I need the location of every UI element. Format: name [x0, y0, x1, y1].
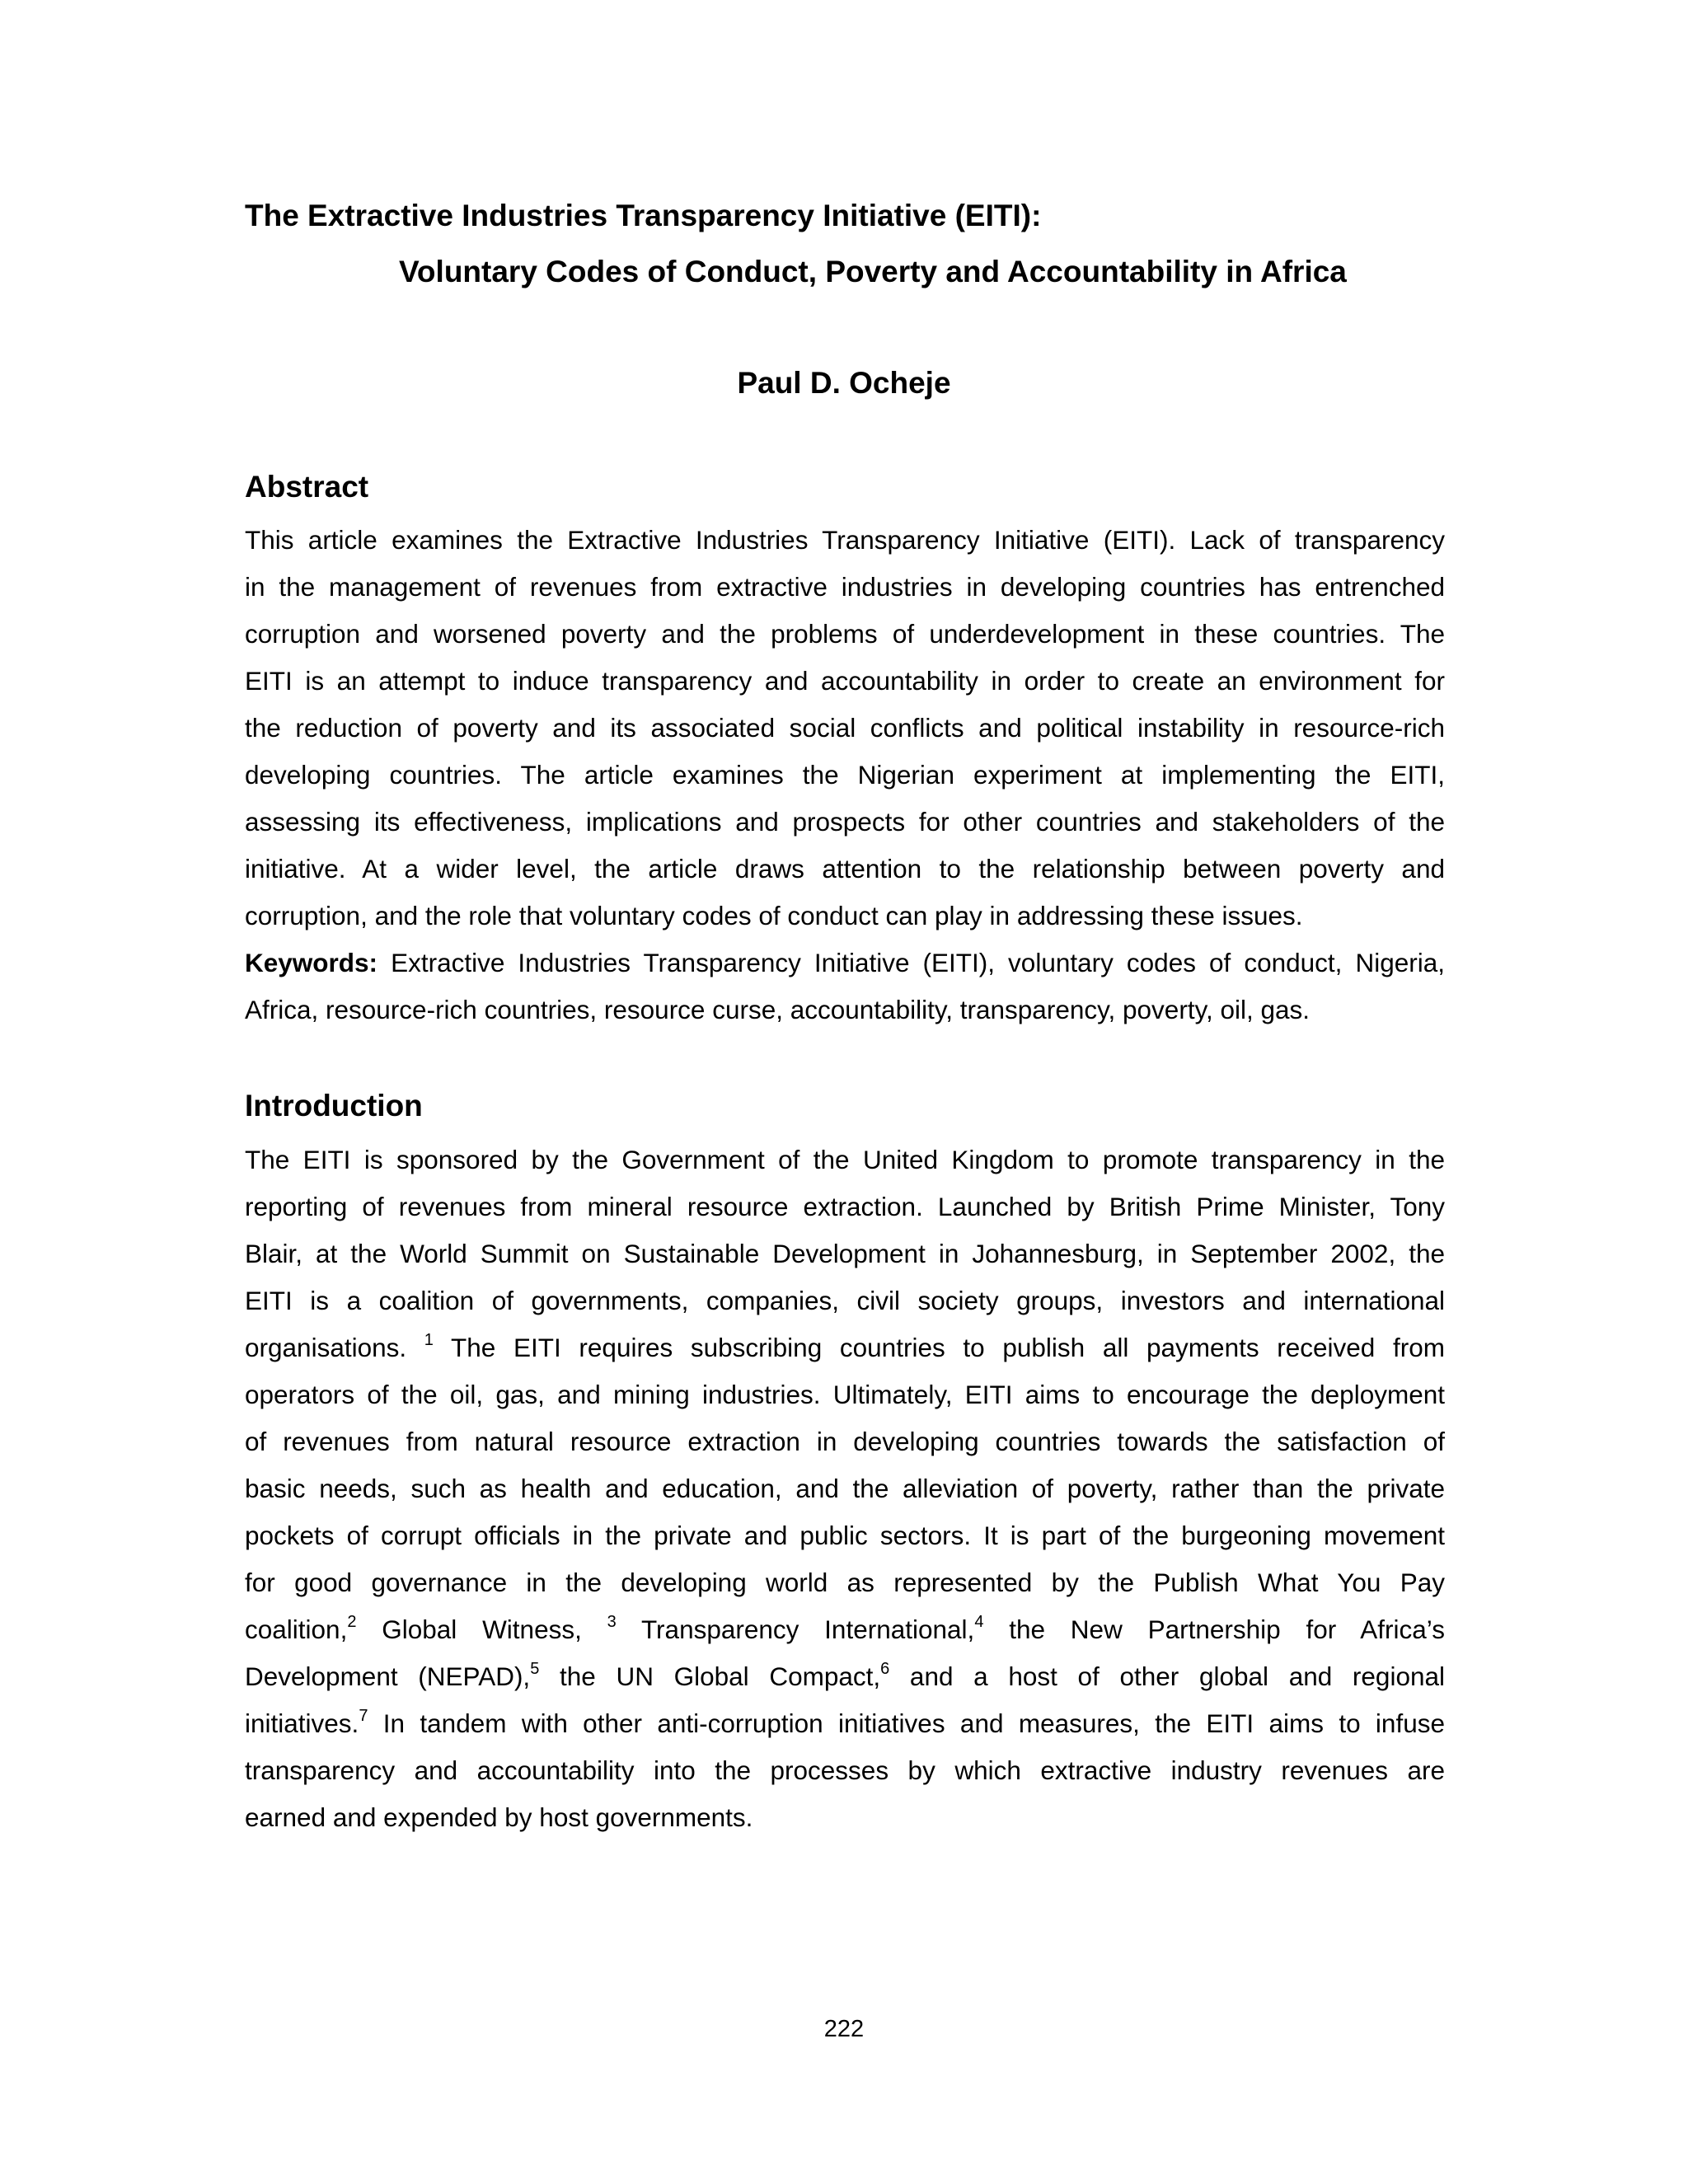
- intro-line: earned and expended by host governments.: [245, 1802, 753, 1832]
- author-name: Paul D. Ocheje: [737, 366, 951, 400]
- intro-text: coalition,: [245, 1615, 348, 1644]
- intro-line: [245, 1700, 1445, 1747]
- footnote-ref: 4: [974, 1613, 984, 1631]
- intro-text: Transparency International,: [616, 1615, 975, 1644]
- abstract-line: EITI is an attempt to induce transparency and accountability in order to create an environment for: [245, 666, 1445, 696]
- intro-line: The EITI is sponsored by the Government of the United Kingdom to promote transparency in the: [245, 1145, 1445, 1174]
- abstract-line: This article examines the Extractive Industries Transparency Initiative (EITI). Lack of transparency: [245, 525, 1445, 555]
- abstract-line: the reduction of poverty and its associated social conflicts and political instability in resource-rich: [245, 713, 1445, 743]
- intro-text: the UN Global Compact,: [539, 1661, 881, 1691]
- intro-line: of revenues from natural resource extraction in developing countries towards the satisfaction of: [245, 1427, 1445, 1456]
- intro-line: basic needs, such as health and education, and the alleviation of poverty, rather than the private: [245, 1474, 1445, 1503]
- introduction-body: [245, 1137, 1445, 1841]
- intro-line: [245, 1324, 1445, 1371]
- abstract-line: corruption and worsened poverty and the problems of underdevelopment in these countries. The: [245, 619, 1445, 649]
- intro-line: transparency and accountability into the processes by which extractive industry revenues are: [245, 1755, 1445, 1785]
- intro-line: pockets of corrupt officials in the private and public sectors. It is part of the burgeoning movement: [245, 1521, 1445, 1550]
- intro-line: Blair, at the World Summit on Sustainable Development in Johannesburg, in September 2002, the: [245, 1239, 1445, 1268]
- intro-line: [245, 1606, 1445, 1653]
- footnote-ref: 6: [880, 1660, 890, 1678]
- footnote-ref: 2: [347, 1613, 357, 1631]
- abstract-line: in the management of revenues from extractive industries in developing countries has entrenched: [245, 572, 1445, 602]
- intro-text: organisations.: [245, 1333, 424, 1362]
- footnote-ref: 1: [424, 1331, 434, 1349]
- intro-line: for good governance in the developing world as represented by the Publish What You Pay: [245, 1568, 1445, 1597]
- intro-text: Global Witness,: [356, 1615, 607, 1644]
- title-line-2: Voluntary Codes of Conduct, Poverty and Accountability in Africa: [399, 255, 1347, 288]
- page-number: 222: [823, 2016, 865, 2042]
- keywords-line-2: Africa, resource-rich countries, resource curse, accountability, transparency, poverty, oil, gas.: [245, 995, 1311, 1024]
- intro-text: the New Partnership for Africa’s: [983, 1615, 1445, 1644]
- abstract-line: corruption, and the role that voluntary codes of conduct can play in addressing these issues.: [245, 901, 1303, 930]
- abstract-line: initiative. At a wider level, the article draws attention to the relationship between poverty and: [245, 854, 1445, 883]
- footnote-ref: 5: [530, 1660, 540, 1678]
- introduction-heading: Introduction: [245, 1089, 423, 1122]
- abstract-line: developing countries. The article examines the Nigerian experiment at implementing the EITI,: [245, 760, 1445, 790]
- intro-text: The EITI requires subscribing countries to publish all payments received from: [433, 1333, 1445, 1362]
- title-line-1: The Extractive Industries Transparency Initiative (EITI):: [245, 199, 1042, 232]
- footnote-ref: 7: [359, 1707, 368, 1725]
- intro-text: and a host of other global and regional: [889, 1661, 1445, 1691]
- intro-text: Development (NEPAD),: [245, 1661, 531, 1691]
- keywords-line-1: [245, 940, 1445, 987]
- keywords-text: Extractive Industries Transparency Initiative (EITI), voluntary codes of conduct, Nigeria,: [377, 948, 1445, 977]
- intro-text: initiatives.: [245, 1708, 359, 1738]
- intro-text: In tandem with other anti-corruption initiatives and measures, the EITI aims to infuse: [368, 1708, 1445, 1738]
- keywords-label: Keywords:: [245, 948, 378, 977]
- intro-line: EITI is a coalition of governments, companies, civil society groups, investors and international: [245, 1286, 1445, 1315]
- abstract-line: assessing its effectiveness, implications and prospects for other countries and stakeholders of the: [245, 807, 1445, 837]
- footnote-ref: 3: [607, 1613, 617, 1631]
- abstract-body: [245, 517, 1445, 1033]
- intro-line: reporting of revenues from mineral resource extraction. Launched by British Prime Minister, Tony: [245, 1192, 1445, 1221]
- intro-line: [245, 1653, 1445, 1700]
- intro-line: operators of the oil, gas, and mining industries. Ultimately, EITI aims to encourage the deployment: [245, 1380, 1445, 1409]
- abstract-heading: Abstract: [245, 470, 369, 504]
